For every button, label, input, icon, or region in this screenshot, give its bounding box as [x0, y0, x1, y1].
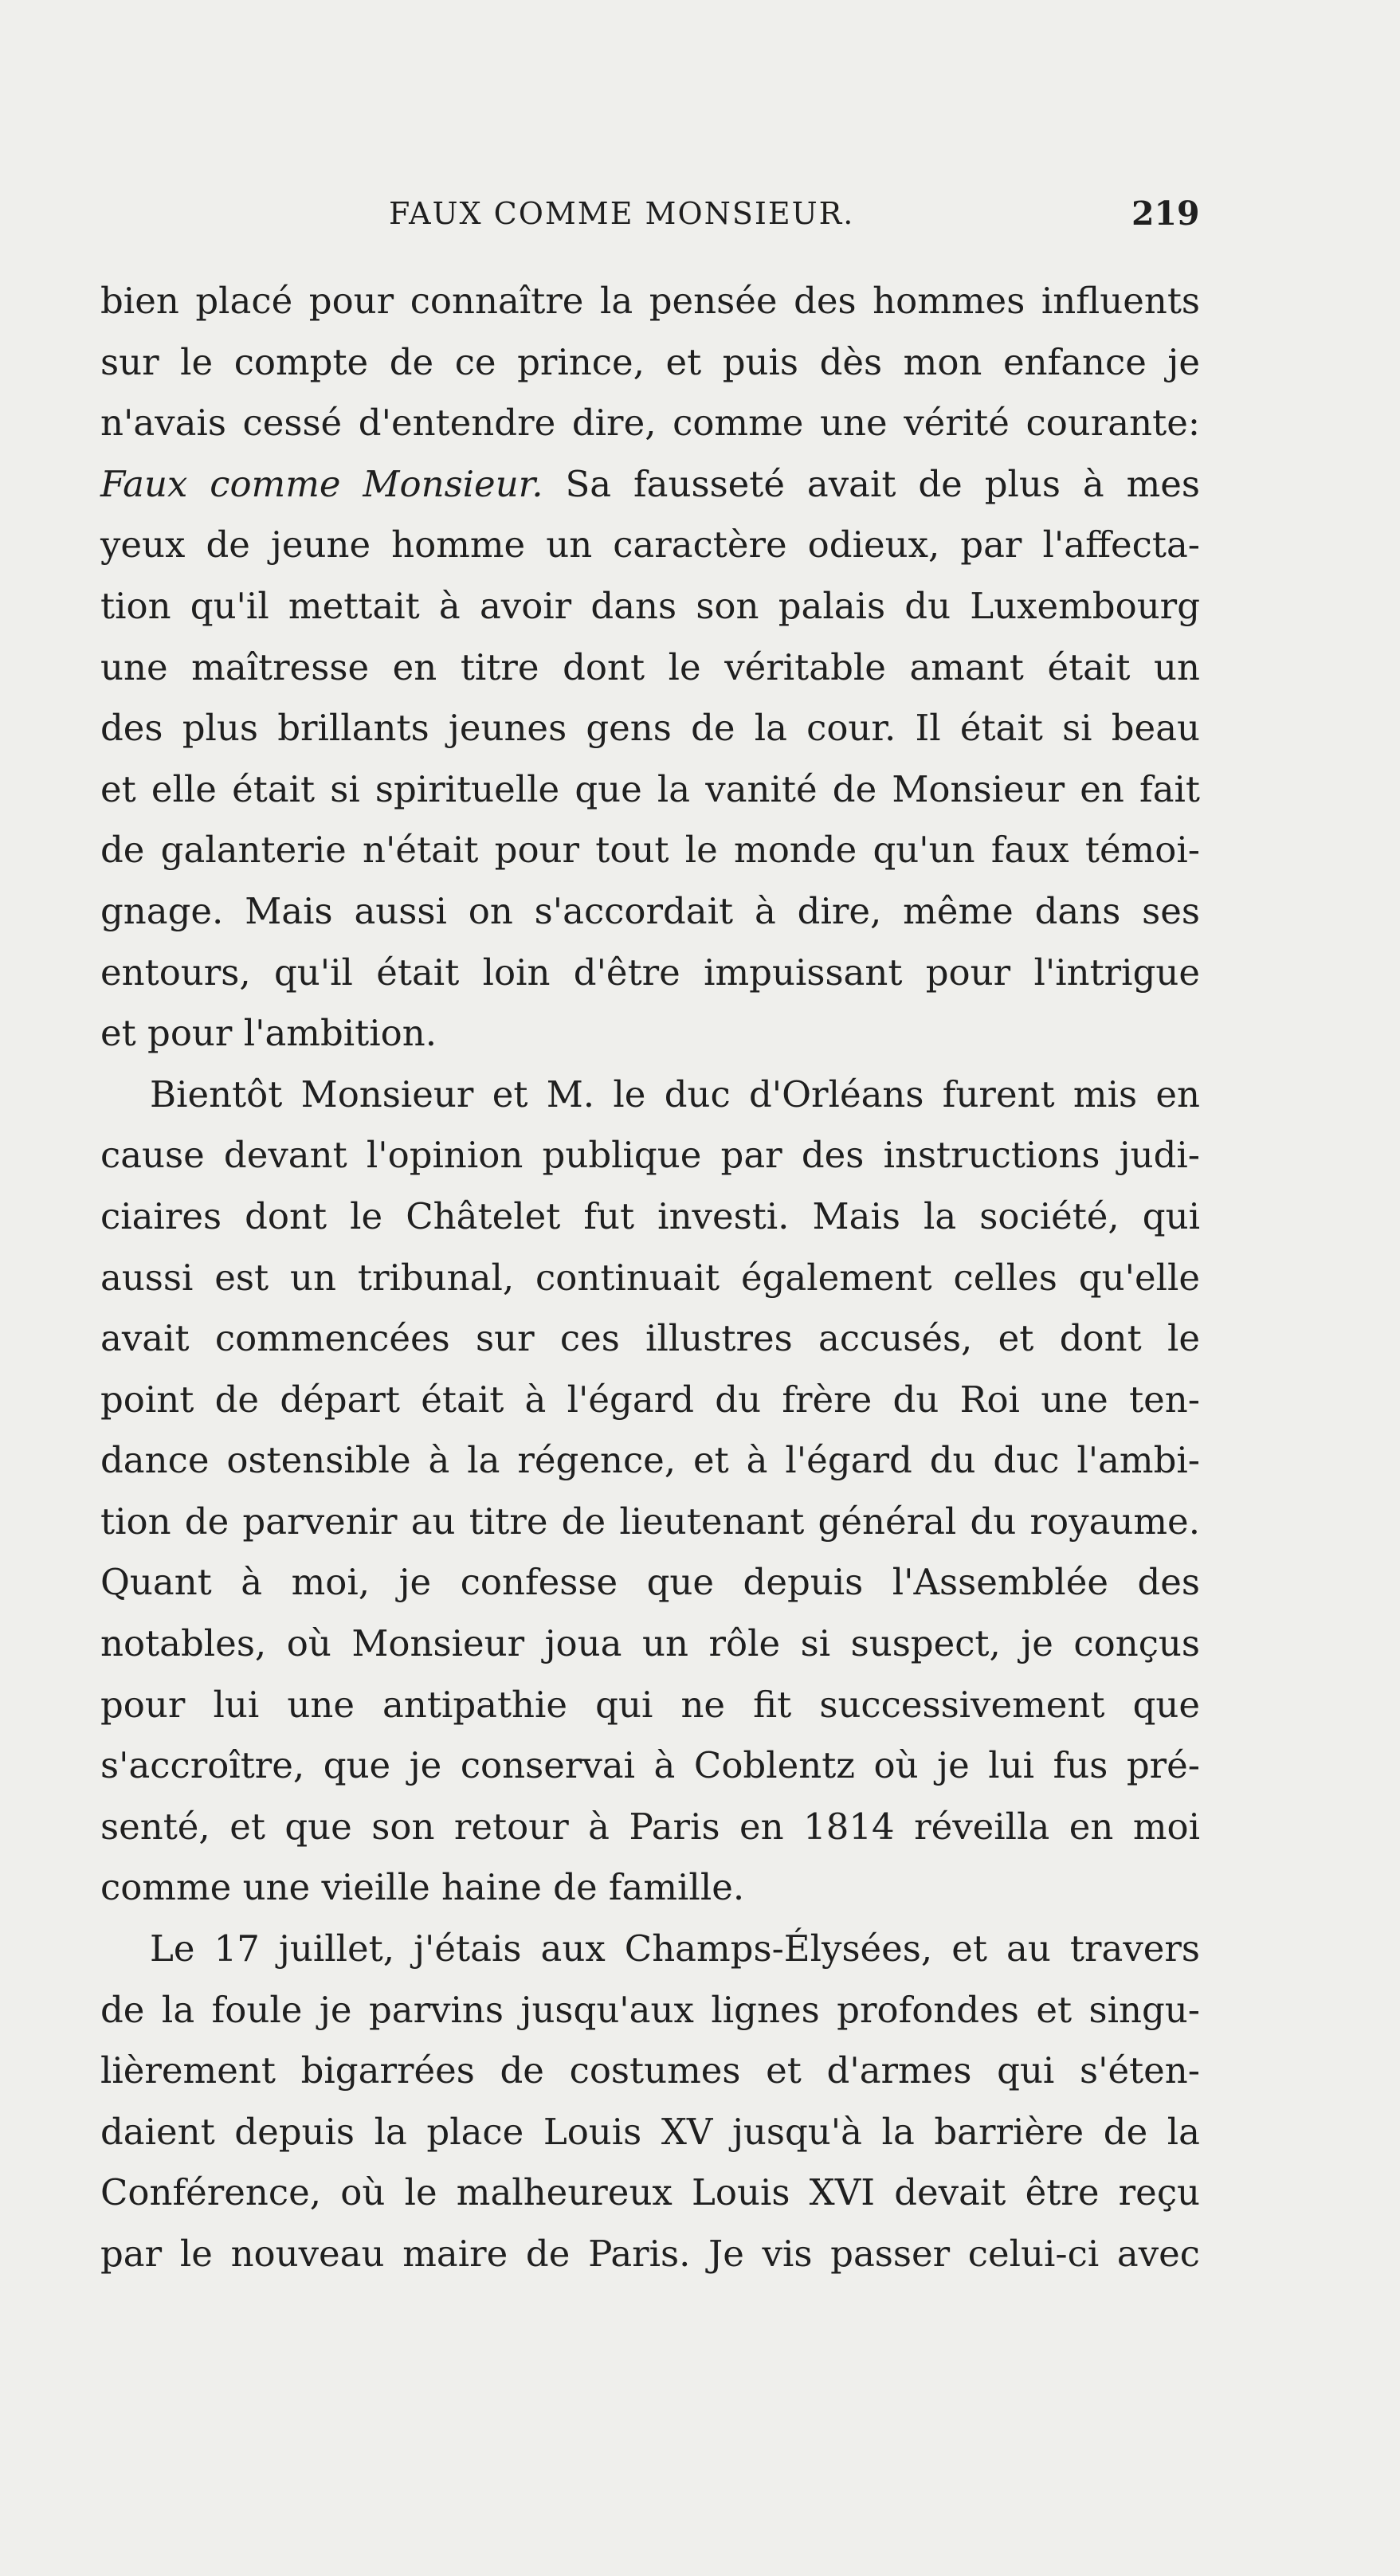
text-run: Sa fausseté avait de plus à mes — [565, 462, 1200, 505]
text-line: gnage. Mais aussi on s'accordait à dire, même dans ses — [100, 889, 1200, 932]
text-line: bien placé pour connaître la pensée des hommes influents — [100, 280, 1200, 322]
text-line: yeux de jeune homme un caractère odieux, par l'affecta- — [100, 523, 1200, 567]
text-line: des plus brillants jeunes gens de la cour. Il était si beau — [100, 707, 1200, 750]
running-head: FAUX COMME MONSIEUR. — [389, 196, 855, 231]
text-line: tion qu'il mettait à avoir dans son palais du Luxembourg — [100, 584, 1200, 627]
text-line: Bientôt Monsieur et M. le duc d'Orléans furent mis en — [150, 1072, 1200, 1115]
text-line — [100, 454, 1200, 516]
text-line: et pour l'ambition. — [100, 1012, 437, 1055]
text-line: senté, et que son retour à Paris en 1814 réveilla en moi — [100, 1805, 1200, 1848]
text-line: avait commencées sur ces illustres accusés, et dont le — [100, 1317, 1200, 1360]
text-line: Le 17 juillet, j'étais aux Champs-Élysées, et au travers — [150, 1927, 1200, 1970]
text-line: une maîtresse en titre dont le véritable amant était un — [100, 645, 1200, 688]
text-line: tion de parvenir au titre de lieutenant général du royaume. — [100, 1500, 1200, 1543]
paragraph-2 — [100, 1065, 1200, 1919]
text-line: dance ostensible à la régence, et à l'égard du duc l'ambi- — [100, 1439, 1200, 1482]
text-line: ciaires dont le Châtelet fut investi. Mais la société, qui — [100, 1194, 1200, 1237]
page-number: 219 — [1131, 194, 1200, 233]
text-line: cause devant l'opinion publique par des instructions judi- — [100, 1134, 1200, 1177]
text-line: par le nouveau maire de Paris. Je vis passer celui-ci avec — [100, 2233, 1200, 2275]
text-line: s'accroître, que je conservai à Coblentz où je lui fus pré- — [100, 1744, 1200, 1787]
text-line: de galanterie n'était pour tout le monde qu'un faux témoi- — [100, 829, 1200, 872]
paragraph-1 — [100, 271, 1200, 1065]
text-line: Conférence, où le malheureux Louis XVI devait être reçu — [100, 2171, 1200, 2214]
text-line: sur le compte de ce prince, et puis dès mon enfance je — [100, 340, 1200, 383]
body-text — [100, 271, 1200, 2285]
italic-phrase: Faux comme Monsieur. — [100, 462, 543, 505]
text-line: entours, qu'il était loin d'être impuissant pour l'intrigue — [100, 951, 1200, 994]
text-line: lièrement bigarrées de costumes et d'armes qui s'éten- — [100, 2049, 1200, 2092]
page-header — [0, 188, 1400, 244]
paragraph-3 — [100, 1919, 1200, 2285]
text-line: comme une vieille haine de famille. — [100, 1866, 745, 1909]
text-line: aussi est un tribunal, continuait également celles qu'elle — [100, 1256, 1200, 1299]
text-line: notables, où Monsieur joua un rôle si suspect, je conçus — [100, 1622, 1200, 1665]
text-line: daient depuis la place Louis XV jusqu'à la barrière de la — [100, 2110, 1200, 2153]
text-line: pour lui une antipathie qui ne fit successivement que — [100, 1683, 1200, 1726]
text-line: n'avais cessé d'entendre dire, comme une vérité courante: — [100, 402, 1200, 445]
text-line: de la foule je parvins jusqu'aux lignes profondes et singu- — [100, 1988, 1200, 2031]
text-line: Quant à moi, je confesse que depuis l'Assemblée des — [100, 1561, 1200, 1604]
text-line: et elle était si spirituelle que la vanité de Monsieur en fait — [100, 767, 1200, 810]
text-line: point de départ était à l'égard du frère du Roi une ten- — [100, 1378, 1200, 1421]
